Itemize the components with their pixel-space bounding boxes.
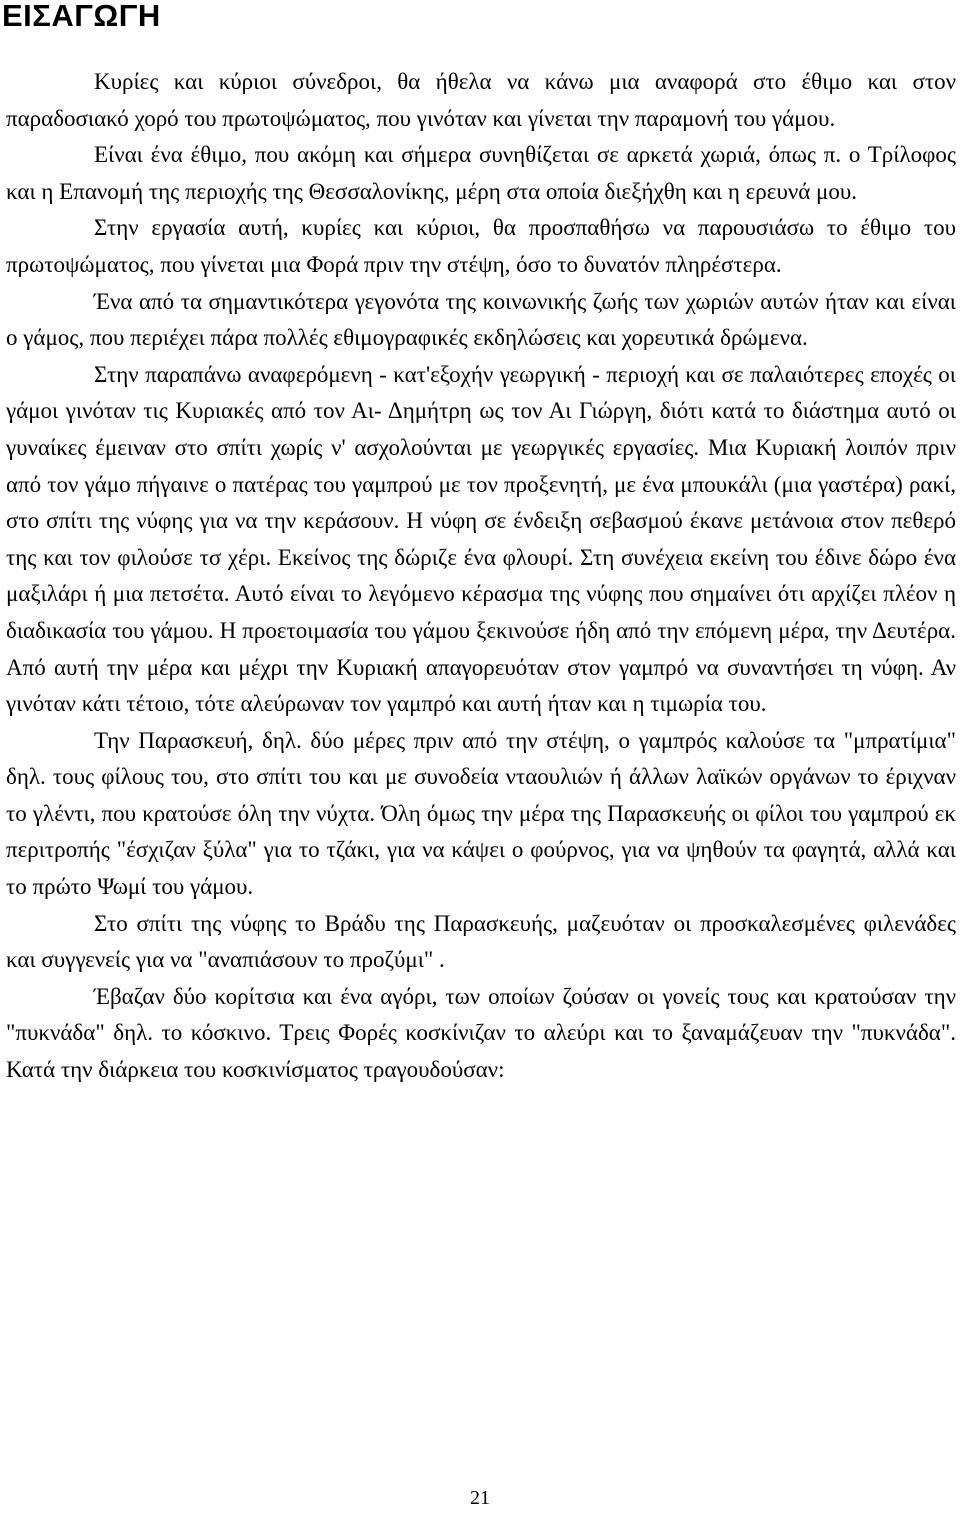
paragraph: Έβαζαν δύο κορίτσια και ένα αγόρι, των οποίων ζούσαν οι γονείς τους και κρατούσαν την "πυκνάδα" δηλ. το κόσκινο. Τρεις Φορές κοσκίνιζαν το αλεύρι και το ξαναμάζευαν την "πυκνάδα". Κατά την διάρκεια του κοσκινίσματος τραγουδούσαν:	[6, 983, 956, 1083]
body-text	[6, 64, 956, 1089]
page-number: 21	[470, 1487, 490, 1509]
paragraph: Ένα από τα σημαντικότερα γεγονότα της κοινωνικής ζωής των χωριών αυτών ήταν και είναι ο γάμος, που περιέχει πάρα πολλές εθιμογραφικές εκδηλώσεις και χορευτικά δρώμενα.	[6, 288, 956, 351]
paragraph: Είναι ένα έθιμο, που ακόμη και σήμερα συνηθίζεται σε αρκετά χωριά, όπως π. ο Τρίλοφος και η Επανομή της περιοχής της Θεσσαλονίκης, μέρη στα οποία διεξήχθη και η ερευνά μου.	[6, 142, 956, 204]
paragraph: Κυρίες και κύριοι σύνεδροι, θα ήθελα να κάνω μια αναφορά στο έθιμο και στον παραδοσιακό χορό του πρωτοψώματος, που γινόταν και γίνεται την παραμονή του γάμου.	[6, 69, 956, 131]
paragraph: Την Παρασκευή, δηλ. δύο μέρες πριν από την στέψη, ο γαμπρός καλούσε τα "μπρατίμια" δηλ. τους φίλους του, στο σπίτι του και με συνοδεία νταουλιών ή άλλων λαϊκών οργάνων το έριχναν το γλέντι, που κρατούσε όλη την νύχτα. Όλη όμως την μέρα της Παρασκευής οι φίλοι του γαμπρού εκ περιτροπής "έσχιζαν ξύλα" για το τζάκι, για να κάψει ο φούρνος, για να ψηθούν τα φαγητά, αλλά και το πρώτο Ψωμί του γάμου.	[6, 727, 956, 900]
paragraph: Στην εργασία αυτή, κυρίες και κύριοι, θα προσπαθήσω να παρουσιάσω το έθιμο του πρωτοψώματος, που γίνεται μια Φορά πριν την στέψη, όσο το δυνατόν πληρέστερα.	[6, 215, 956, 277]
paragraph: Στην παραπάνω αναφερόμενη - κατ'εξοχήν γεωργική - περιοχή και σε παλαιότερες εποχές οι γάμοι γινόταν τις Κυριακές από τον Αι- Δημήτρη ως τον Αι Γιώργη, διότι κατά το διάστημα αυτό οι γυναίκες έμειναν στο σπίτι χωρίς ν' ασχολούνται με γεωργικές εργασίες. Μια Κυριακή λοιπόν πριν από τον γάμο πήγαινε ο πατέρας του γαμπρού με τον προξενητή, με ένα μπουκάλι (μια γαστέρα) ρακί, στο σπίτι της νύφης για να την κεράσουν. Η νύφη σε ένδειξη σεβασμού έκανε μετάνοια στον πεθερό της και τον φιλούσε τσ χέρι. Εκείνος της δώριζε ένα φλουρί. Στη συνέχεια εκείνη του έδινε δώρο ένα μαξιλάρι ή μια πετσέτα. Αυτό είναι το λεγόμενο κέρασμα της νύφης που σημαίνει ότι αρχίζει πλέον η διαδικασία του γάμου. Η προετοιμασία του γάμου ξεκινούσε ήδη από την επόμενη μέρα, την Δευτέρα. Από αυτή την μέρα και μέχρι την Κυριακή απαγορευόταν στον γαμπρό να συναντήσει τη νύφη. Αν γινόταν κάτι τέτοιο, τότε αλεύρωναν τον γαμπρό και αυτή ήταν και η τιμωρία του.	[6, 361, 956, 717]
paragraph: Στο σπίτι της νύφης το Βράδυ της Παρασκευής, μαζευόταν οι προσκαλεσμένες φιλενάδες και συγγενείς για να "αναπιάσουν το προζύμι" .	[6, 910, 956, 973]
page-heading: ΕΙΣΑΓΩΓΗ	[2, 0, 161, 33]
